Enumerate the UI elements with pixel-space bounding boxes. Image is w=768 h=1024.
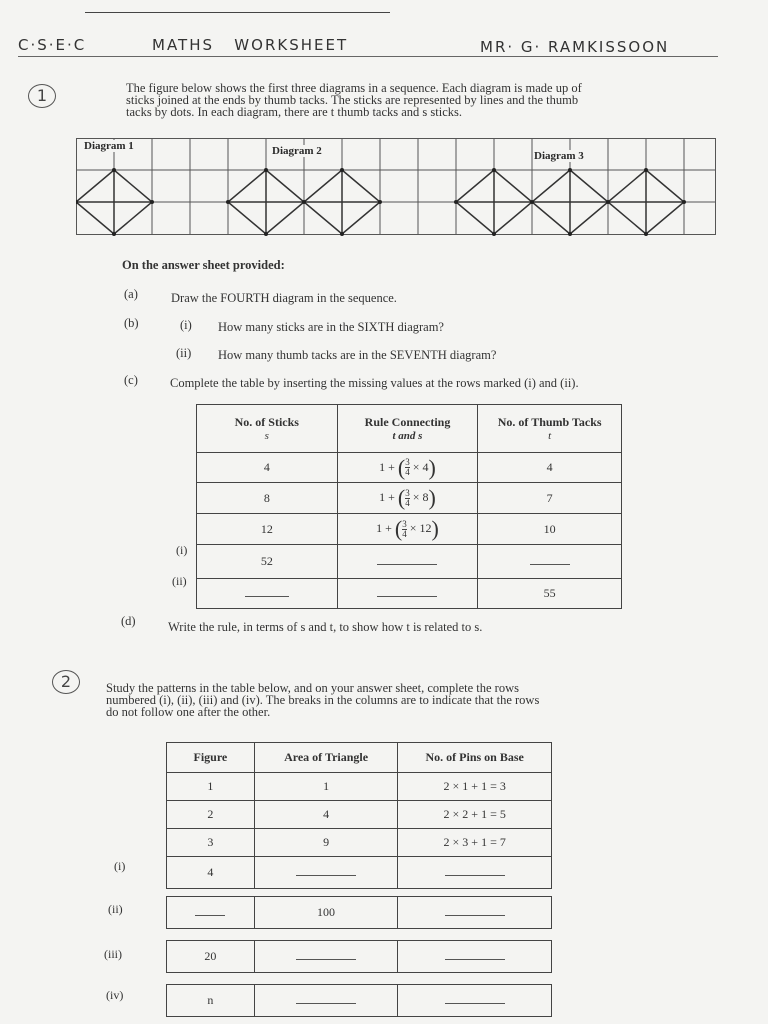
header-subject: C·S·E·C bbox=[18, 36, 87, 54]
rule-prefix: 1 + bbox=[376, 520, 392, 535]
cell-area-blank bbox=[254, 985, 398, 1017]
q2-row-iii-label: (iii) bbox=[104, 947, 122, 961]
q1-row-i-label: (i) bbox=[176, 543, 188, 557]
header-pins: No. of Pins on Base bbox=[398, 743, 552, 773]
cell-area-blank bbox=[254, 941, 398, 973]
header-tacks-var: t bbox=[548, 430, 552, 442]
q1-intro-line-3: tacks by dots. In each diagram, there are t thumb tacks and s sticks. bbox=[126, 105, 463, 119]
q2-intro-line-1: Study the patterns in the table below, and on your answer sheet, complete the rows bbox=[106, 681, 519, 695]
q1-a-label: (a) bbox=[124, 287, 138, 301]
q2-row-iii-table bbox=[166, 940, 552, 973]
fraction-denominator: 4 bbox=[402, 528, 407, 539]
q2-row-ii-table bbox=[166, 896, 552, 929]
cell-figure: 20 bbox=[167, 941, 255, 973]
q2-intro-line-3: do not follow one after the other. bbox=[106, 705, 271, 719]
cell-rule bbox=[337, 453, 478, 483]
table-header-row bbox=[167, 743, 552, 773]
answer-blank bbox=[445, 905, 505, 916]
header-sticks-title: No. of Sticks bbox=[234, 415, 299, 429]
fraction bbox=[405, 458, 410, 477]
q2-row-iv-label: (iv) bbox=[106, 988, 124, 1002]
table-row-i bbox=[167, 857, 552, 889]
open-paren: ( bbox=[397, 485, 406, 510]
table-row bbox=[197, 483, 622, 514]
rule-suffix: × 8 bbox=[412, 489, 429, 504]
table-row bbox=[197, 453, 622, 483]
header-sticks bbox=[197, 405, 338, 453]
cell-figure: n bbox=[167, 985, 255, 1017]
header-sticks-var: s bbox=[264, 430, 269, 442]
diagram-grid bbox=[76, 138, 718, 236]
answer-blank bbox=[445, 865, 505, 876]
cell-pins: 2 × 2 + 1 = 5 bbox=[398, 801, 552, 829]
rule-prefix: 1 + bbox=[379, 489, 395, 504]
table-row bbox=[197, 514, 622, 545]
cell-area: 100 bbox=[254, 897, 398, 929]
q1-b-ii-text: How many thumb tacks are in the SEVENTH diagram? bbox=[218, 348, 497, 362]
rule-suffix: × 12 bbox=[409, 520, 432, 535]
answer-blank bbox=[445, 949, 505, 960]
cell-figure-blank bbox=[167, 897, 255, 929]
cell-figure: 1 bbox=[167, 773, 255, 801]
table-row-iii bbox=[167, 941, 552, 973]
cell-area-blank bbox=[254, 857, 398, 889]
header-teacher: MR· G· RAMKISSOON bbox=[480, 38, 670, 56]
cell-rule bbox=[337, 483, 478, 514]
q1-table bbox=[196, 404, 622, 609]
cell-sticks: 52 bbox=[197, 545, 338, 579]
cell-area: 1 bbox=[254, 773, 398, 801]
header-rule bbox=[337, 405, 478, 453]
q1-d-text: Write the rule, in terms of s and t, to show how t is related to s. bbox=[168, 620, 483, 634]
cell-rule bbox=[337, 514, 478, 545]
q1-intro-line-2: sticks joined at the ends by thumb tacks. The sticks are represented by lines and the thumb bbox=[126, 93, 579, 107]
answer-blank bbox=[296, 865, 356, 876]
q1-b-ii-label: (ii) bbox=[176, 346, 192, 360]
header-figure: Figure bbox=[167, 743, 255, 773]
q2-intro-line-2: numbered (i), (ii), (iii) and (iv). The breaks in the columns are to indicate that the rows bbox=[106, 693, 540, 707]
header-rule-var: t and s bbox=[392, 430, 423, 442]
cell-sticks: 4 bbox=[197, 453, 338, 483]
header-area: Area of Triangle bbox=[254, 743, 398, 773]
cell-pins-blank bbox=[398, 985, 552, 1017]
table-row bbox=[167, 773, 552, 801]
q1-b-label: (b) bbox=[124, 316, 139, 330]
cell-rule-blank bbox=[337, 545, 478, 579]
answer-blank bbox=[530, 554, 570, 565]
cell-sticks-blank bbox=[197, 579, 338, 609]
header-rule-top bbox=[85, 12, 390, 13]
q2-row-ii-label: (ii) bbox=[108, 902, 123, 916]
cell-tacks: 55 bbox=[478, 579, 622, 609]
cell-tacks-blank bbox=[478, 545, 622, 579]
cell-pins: 2 × 1 + 1 = 3 bbox=[398, 773, 552, 801]
question-number-2: 2 bbox=[52, 670, 80, 694]
question-number-1: 1 bbox=[28, 84, 56, 108]
header-rule-title: Rule Connecting bbox=[364, 415, 451, 429]
answer-blank bbox=[296, 993, 356, 1004]
rule-prefix: 1 + bbox=[379, 459, 395, 474]
table-row-ii bbox=[197, 579, 622, 609]
q1-instruction: On the answer sheet provided: bbox=[122, 258, 285, 272]
close-paren: ) bbox=[428, 485, 436, 510]
q2-table bbox=[166, 742, 552, 889]
cell-tacks: 7 bbox=[478, 483, 622, 514]
q1-intro-line-1: The figure below shows the first three diagrams in a sequence. Each diagram is made up of bbox=[126, 81, 582, 95]
diagram-label-2: Diagram 2 bbox=[272, 145, 322, 157]
cell-figure: 4 bbox=[167, 857, 255, 889]
table-row-ii bbox=[167, 897, 552, 929]
fraction-numerator: 3 bbox=[402, 518, 407, 529]
q1-b-i-label: (i) bbox=[180, 318, 192, 332]
answer-blank bbox=[445, 993, 505, 1004]
rule-suffix: × 4 bbox=[412, 459, 429, 474]
q1-a-text: Draw the FOURTH diagram in the sequence. bbox=[171, 291, 397, 305]
open-paren: ( bbox=[397, 454, 406, 480]
header-tacks bbox=[478, 405, 622, 453]
close-paren: ) bbox=[431, 516, 439, 541]
table-row bbox=[167, 801, 552, 829]
fraction-numerator: 3 bbox=[405, 487, 410, 498]
cell-tacks: 4 bbox=[478, 453, 622, 483]
q1-intro bbox=[126, 82, 706, 118]
header-tacks-title: No. of Thumb Tacks bbox=[497, 415, 602, 429]
table-row-i bbox=[197, 545, 622, 579]
cell-rule-blank bbox=[337, 579, 478, 609]
diagram-label-1: Diagram 1 bbox=[84, 140, 134, 152]
table-header-row bbox=[197, 405, 622, 453]
cell-tacks: 10 bbox=[478, 514, 622, 545]
fraction-numerator: 3 bbox=[405, 457, 410, 467]
cell-figure: 3 bbox=[167, 829, 255, 857]
fraction bbox=[405, 489, 410, 508]
cell-sticks: 8 bbox=[197, 483, 338, 514]
fraction bbox=[402, 520, 407, 539]
open-paren: ( bbox=[394, 516, 403, 541]
header-title: MATHS WORKSHEET bbox=[152, 36, 349, 54]
cell-area: 4 bbox=[254, 801, 398, 829]
answer-blank bbox=[195, 905, 225, 916]
answer-blank bbox=[245, 586, 289, 597]
fraction-denominator: 4 bbox=[405, 467, 410, 477]
answer-blank bbox=[296, 949, 356, 960]
cell-figure: 2 bbox=[167, 801, 255, 829]
q1-row-ii-label: (ii) bbox=[172, 574, 187, 588]
table-row-iv bbox=[167, 985, 552, 1017]
header-rule bbox=[18, 56, 718, 57]
q1-b-i-text: How many sticks are in the SIXTH diagram? bbox=[218, 320, 444, 334]
close-paren: ) bbox=[428, 454, 436, 480]
fraction-denominator: 4 bbox=[405, 497, 410, 508]
cell-pins-blank bbox=[398, 897, 552, 929]
answer-blank bbox=[377, 586, 437, 597]
q1-c-text: Complete the table by inserting the missing values at the rows marked (i) and (ii). bbox=[170, 376, 579, 390]
cell-pins-blank bbox=[398, 941, 552, 973]
q2-row-iv-table bbox=[166, 984, 552, 1017]
q2-row-i-label: (i) bbox=[114, 859, 126, 873]
q1-c-label: (c) bbox=[124, 373, 138, 387]
q1-d-label: (d) bbox=[121, 614, 136, 628]
answer-blank bbox=[377, 554, 437, 565]
diagram-label-3: Diagram 3 bbox=[534, 150, 584, 162]
cell-pins: 2 × 3 + 1 = 7 bbox=[398, 829, 552, 857]
cell-area: 9 bbox=[254, 829, 398, 857]
q2-intro bbox=[106, 682, 666, 718]
cell-sticks: 12 bbox=[197, 514, 338, 545]
cell-pins-blank bbox=[398, 857, 552, 889]
table-row bbox=[167, 829, 552, 857]
